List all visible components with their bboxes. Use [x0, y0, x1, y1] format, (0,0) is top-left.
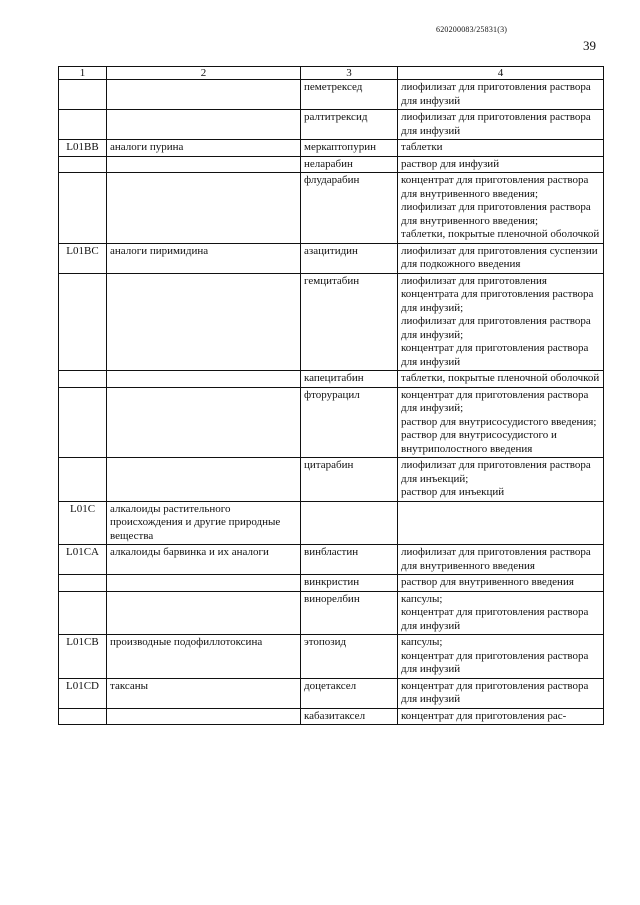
column-header: 4	[398, 67, 604, 80]
document-code: 620200083/25831(3)	[436, 25, 508, 34]
group-name-cell: алкалоиды растительного происхождения и другие природные вещества	[107, 501, 301, 545]
dosage-form-item: концентрат для приготовления раствора для инфузий	[401, 606, 589, 632]
drug-name-cell: неларабин	[301, 156, 398, 173]
atc-code-cell: L01CA	[59, 545, 107, 575]
table-row	[59, 173, 604, 244]
group-name-cell: производные подофиллотоксина	[107, 635, 301, 679]
page-number: 39	[583, 38, 596, 53]
drug-name-cell: флударабин	[301, 173, 398, 244]
group-name-cell	[107, 591, 301, 635]
group-name-cell	[107, 387, 301, 458]
dosage-form-item: лиофилизат для приготовления концентрата для приготовления раствора для инфузий;	[401, 274, 594, 314]
drug-name-cell: винбластин	[301, 545, 398, 575]
group-name-cell: алкалоиды барвинка и их аналоги	[107, 545, 301, 575]
dosage-form-item: капсулы;	[401, 636, 443, 648]
atc-code-cell	[59, 708, 107, 725]
dosage-form-item: раствор для внутрисосудистого введения;	[401, 415, 597, 428]
atc-code-cell	[59, 110, 107, 140]
group-name-cell: аналоги пурина	[107, 140, 301, 157]
drug-name-cell: гемцитабин	[301, 273, 398, 371]
dosage-form-cell	[398, 591, 604, 635]
dosage-form-cell	[398, 273, 604, 371]
drug-name-cell: этопозид	[301, 635, 398, 679]
group-name-cell	[107, 156, 301, 173]
dosage-form-cell	[398, 140, 604, 157]
table-row	[59, 678, 604, 708]
group-name-cell	[107, 80, 301, 110]
drug-name-cell: азацитидин	[301, 243, 398, 273]
atc-code-cell	[59, 591, 107, 635]
atc-code-cell	[59, 575, 107, 592]
dosage-form-item: концентрат для приготовления раствора для инфузий	[401, 649, 589, 675]
drug-name-cell: пеметрексед	[301, 80, 398, 110]
drug-name-cell: цитарабин	[301, 458, 398, 502]
drug-name-cell: меркаптопурин	[301, 140, 398, 157]
drug-name-cell	[301, 501, 398, 545]
group-name-cell	[107, 173, 301, 244]
dosage-form-item: раствор для инъекций	[401, 486, 505, 498]
table-row	[59, 591, 604, 635]
dosage-form-item: лиофилизат для приготовления раствора для инфузий	[401, 111, 591, 137]
dosage-form-cell	[398, 173, 604, 244]
atc-code-cell: L01CB	[59, 635, 107, 679]
table-row	[59, 708, 604, 725]
dosage-form-item: концентрат для приготовления раствора для инфузий	[401, 679, 589, 705]
dosage-form-cell	[398, 575, 604, 592]
drug-name-cell: винорелбин	[301, 591, 398, 635]
atc-code-cell: L01C	[59, 501, 107, 545]
drug-name-cell: доцетаксел	[301, 678, 398, 708]
table-row	[59, 243, 604, 273]
table-row	[59, 575, 604, 592]
dosage-form-item: лиофилизат для приготовления раствора для инъекций;	[401, 459, 591, 485]
dosage-form-cell	[398, 80, 604, 110]
table-row	[59, 371, 604, 388]
dosage-form-item: лиофилизат для приготовления раствора для инфузий;	[401, 315, 591, 341]
atc-code-cell	[59, 156, 107, 173]
dosage-form-item: таблетки, покрытые пленочной оболочкой	[401, 228, 600, 240]
column-header: 1	[59, 67, 107, 80]
group-name-cell: аналоги пиримидина	[107, 243, 301, 273]
dosage-form-item: концентрат для приготовления раствора для инфузий	[401, 342, 589, 368]
dosage-form-cell	[398, 458, 604, 502]
dosage-form-cell	[398, 110, 604, 140]
atc-code-cell	[59, 80, 107, 110]
atc-code-cell	[59, 387, 107, 458]
dosage-form-cell	[398, 501, 604, 545]
drug-name-cell: фторурацил	[301, 387, 398, 458]
table-row	[59, 387, 604, 458]
table-row	[59, 140, 604, 157]
table-row	[59, 635, 604, 679]
drug-name-cell: капецитабин	[301, 371, 398, 388]
dosage-form-cell	[398, 243, 604, 273]
dosage-form-item: лиофилизат для приготовления раствора для внутривенного введения;	[401, 201, 591, 227]
table-row	[59, 156, 604, 173]
dosage-form-cell	[398, 635, 604, 679]
table-row	[59, 273, 604, 371]
dosage-form-item: раствор для внутривенного введения	[401, 576, 574, 588]
atc-code-cell: L01BC	[59, 243, 107, 273]
dosage-form-cell	[398, 387, 604, 458]
dosage-form-cell	[398, 545, 604, 575]
dosage-form-item: концентрат для приготовления раствора для инфузий;	[401, 388, 589, 414]
drug-name-cell: кабазитаксел	[301, 708, 398, 725]
table-row	[59, 545, 604, 575]
dosage-form-cell	[398, 371, 604, 388]
atc-code-cell	[59, 173, 107, 244]
column-header: 2	[107, 67, 301, 80]
table-row	[59, 458, 604, 502]
dosage-form-item: капсулы;	[401, 592, 443, 605]
group-name-cell	[107, 708, 301, 725]
group-name-cell	[107, 273, 301, 371]
drug-name-cell: винкристин	[301, 575, 398, 592]
dosage-form-item: лиофилизат для приготовления раствора для внутривенного введения	[401, 546, 591, 572]
atc-code-cell: L01BB	[59, 140, 107, 157]
group-name-cell	[107, 110, 301, 140]
dosage-form-cell	[398, 708, 604, 725]
table-row	[59, 110, 604, 140]
dosage-form-cell	[398, 678, 604, 708]
dosage-form-item: концентрат для приготовления раствора для внутривенного введения;	[401, 174, 589, 200]
group-name-cell	[107, 575, 301, 592]
dosage-form-cell	[398, 156, 604, 173]
dosage-form-item: лиофилизат для приготовления раствора для инфузий	[401, 81, 591, 107]
atc-code-cell	[59, 371, 107, 388]
dosage-form-item: лиофилизат для приготовления суспензии для подкожного введения	[401, 244, 598, 270]
table-row	[59, 80, 604, 110]
atc-code-cell	[59, 273, 107, 371]
group-name-cell	[107, 371, 301, 388]
table-body	[59, 80, 604, 725]
drug-name-cell: ралтитрексид	[301, 110, 398, 140]
dosage-form-item: раствор для внутрисосудистого и внутриполостного введения	[401, 429, 557, 455]
drug-table	[58, 66, 604, 725]
dosage-form-item: концентрат для приготовления рас-	[401, 709, 567, 722]
group-name-cell	[107, 458, 301, 502]
group-name-cell: таксаны	[107, 678, 301, 708]
dosage-form-item: таблетки	[401, 141, 443, 153]
atc-code-cell: L01CD	[59, 678, 107, 708]
table-header-row	[59, 67, 604, 80]
dosage-form-item: таблетки, покрытые пленочной оболочкой	[401, 372, 600, 384]
table-row	[59, 501, 604, 545]
dosage-form-item: раствор для инфузий	[401, 157, 500, 170]
column-header: 3	[301, 67, 398, 80]
atc-code-cell	[59, 458, 107, 502]
